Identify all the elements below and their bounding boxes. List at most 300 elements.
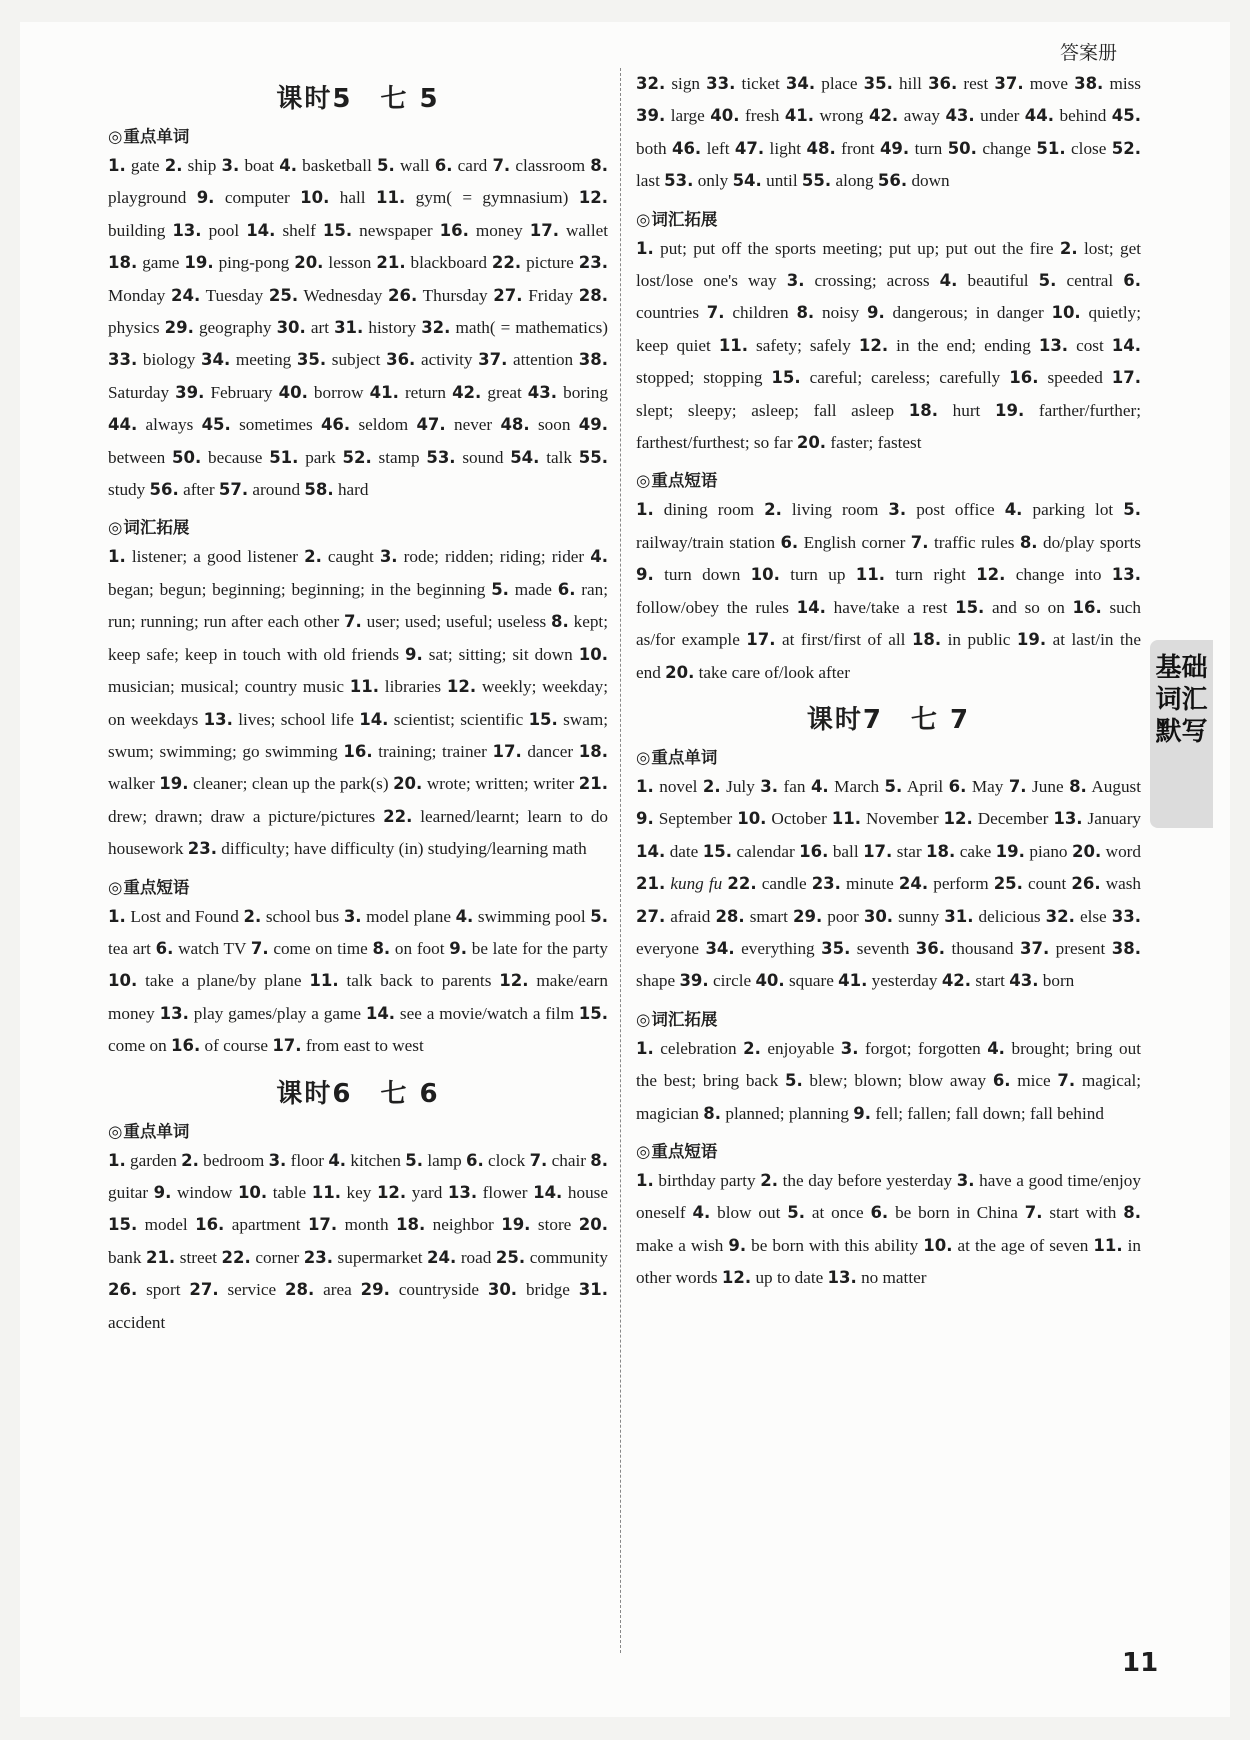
item-number: 58.	[304, 480, 334, 500]
item-number: 40.	[710, 106, 740, 126]
item-number: 33.	[706, 74, 736, 93]
page-number: 11	[1122, 1648, 1159, 1678]
item-number: 19.	[184, 253, 214, 273]
item-number: 6.	[1123, 271, 1142, 291]
section-heading	[636, 744, 1141, 768]
item-number: 32.	[636, 74, 666, 93]
item-number: 20.	[665, 662, 695, 682]
item-number: 52.	[1111, 138, 1142, 158]
item-number: 3.	[760, 776, 779, 796]
item-number: 11.	[831, 809, 862, 829]
answer-paragraph: 1. put; put off the sports meeting; put up; put out the fire 2. lost; get lost/lose one's way 3. crossing; across 4. beautiful 5. central 6. countries 7. children 8. noisy 9. dangerous; in danger 10. quietly; keep quiet 11. safety; safely 12. in the end; ending 13. cost 14. stopped; stopping 15. careful; careless; carefully 16. speeded 17. slept; sleepy; asleep; fall asleep 18. hurt 19. farther/further; farthest/furthest; so far 20. faster; fastest	[636, 238, 1142, 453]
item-number: 43.	[945, 106, 975, 126]
item-number: 12.	[943, 809, 973, 829]
item-number: 50.	[947, 138, 977, 158]
item-number: 5.	[377, 156, 395, 175]
item-number: 2.	[743, 1038, 761, 1058]
item-number: 17.	[307, 1215, 338, 1235]
item-number: 7.	[1008, 776, 1027, 796]
item-number: 10.	[578, 644, 608, 664]
item-number: 1.	[108, 906, 126, 926]
item-number: 15.	[108, 1215, 138, 1235]
item-number: 12.	[446, 677, 477, 697]
item-number: 13.	[159, 1003, 189, 1023]
item-number: 16.	[1072, 597, 1102, 617]
item-number: 30.	[276, 318, 306, 338]
item-number: 36.	[386, 350, 416, 370]
item-number: 54.	[510, 447, 540, 467]
item-number: 3.	[840, 1038, 859, 1058]
item-number: 1.	[636, 776, 654, 796]
item-number: 3.	[343, 906, 362, 926]
item-number: 9.	[449, 938, 467, 958]
column-divider	[620, 68, 621, 1653]
item-number: 40.	[755, 971, 785, 991]
bullseye-icon: ◎	[636, 209, 651, 229]
item-number: 18.	[396, 1215, 426, 1235]
item-number: 41.	[784, 106, 815, 126]
item-number: 7.	[910, 532, 929, 552]
item-number: 14.	[1111, 335, 1141, 355]
item-number: 16.	[1009, 368, 1039, 388]
item-number: 1.	[108, 1150, 126, 1170]
section-heading-text: 重点短语	[651, 471, 718, 491]
item-number: 25.	[993, 874, 1023, 894]
section-heading	[636, 1138, 1141, 1162]
item-number: 11.	[1093, 1235, 1123, 1255]
answer-paragraph: 1. novel 2. July 3. fan 4. March 5. April 6. May 7. June 8. August 9. September 10. October 11. November 12. December 13. January 14. date 15. calendar 16. ball 17. star 18. cake 19. piano 20. word 21. kung fu 22. candle 23. minute 24. perform 25. count 26. wash 27. afraid 28. smart 29. poor 30. sunny 31. delicious 32. else 33. everyone 34. everything 35. seventh 36. thousand 37. present 38. shape 39. circle 40. square 41. yesterday 42. start 43. born	[636, 776, 1142, 991]
item-number: 11.	[309, 971, 339, 991]
item-number: 21.	[145, 1247, 176, 1267]
item-number: 26.	[388, 285, 418, 305]
item-number: 2.	[1059, 238, 1078, 258]
section-heading-text: 重点单词	[651, 747, 718, 767]
item-number: 17.	[492, 741, 522, 761]
item-number: 7.	[1024, 1203, 1043, 1223]
item-number: 15.	[578, 1003, 609, 1023]
bullseye-icon: ◎	[636, 747, 651, 767]
item-number: 4.	[692, 1203, 711, 1223]
item-number: 4.	[590, 547, 608, 567]
item-number: 13.	[172, 220, 202, 240]
item-number: 2.	[243, 906, 262, 926]
item-number: 19.	[159, 774, 189, 794]
right-column	[636, 68, 1141, 1295]
item-number: 27.	[493, 285, 523, 305]
item-number: 55.	[578, 447, 608, 467]
item-number: 5.	[491, 579, 509, 599]
item-number: 1.	[636, 500, 654, 520]
item-number: 12.	[376, 1182, 407, 1202]
item-number: 11.	[855, 565, 885, 585]
item-number: 41.	[369, 382, 399, 402]
item-number: 21.	[376, 253, 406, 273]
item-number: 11.	[349, 677, 380, 697]
item-number: 9.	[405, 644, 423, 664]
side-tab	[1150, 640, 1213, 828]
page-header: 答案册	[1060, 42, 1118, 64]
item-number: 20.	[1071, 841, 1102, 861]
item-number: 6.	[557, 579, 576, 599]
item-number: 24.	[898, 874, 929, 894]
bullseye-icon: ◎	[108, 518, 123, 538]
item-number: 40.	[278, 382, 308, 402]
item-number: 38.	[1111, 938, 1141, 958]
item-number: 20.	[578, 1215, 608, 1235]
item-number: 7.	[344, 612, 362, 632]
item-number: 26.	[1071, 874, 1101, 894]
item-number: 34.	[201, 350, 231, 370]
item-number: 2.	[760, 1170, 778, 1190]
item-number: 33.	[108, 350, 138, 370]
italic-term: kung fu	[670, 874, 723, 894]
item-number: 37.	[1019, 938, 1050, 958]
item-number: 15.	[955, 597, 985, 617]
item-number: 1.	[636, 238, 654, 258]
item-number: 16.	[171, 1036, 201, 1056]
item-number: 36.	[928, 74, 958, 93]
section-heading	[108, 1118, 608, 1142]
item-number: 45.	[201, 415, 231, 435]
item-number: 9.	[867, 303, 885, 323]
item-number: 16.	[343, 741, 373, 761]
item-number: 34.	[785, 74, 816, 93]
item-number: 4.	[328, 1150, 347, 1170]
side-tab-text: 默写	[1155, 717, 1208, 747]
item-number: 8.	[703, 1103, 722, 1123]
side-tab-text: 词汇	[1155, 685, 1208, 715]
answer-paragraph: 1. Lost and Found 2. school bus 3. model plane 4. swimming pool 5. tea art 6. watch TV 7. come on time 8. on foot 9. be late for the party 10. take a plane/by plane 11. talk back to parents 12. make/earn money 13. play games/play a game 14. see a movie/watch a film 15. come on 16. of course 17. from east to west	[108, 906, 609, 1056]
item-number: 38.	[1074, 74, 1104, 93]
item-number: 32.	[421, 318, 451, 338]
item-number: 17.	[529, 220, 559, 240]
item-number: 16.	[195, 1215, 225, 1235]
item-number: 7.	[1057, 1071, 1076, 1091]
item-number: 4.	[810, 776, 829, 796]
item-number: 7.	[706, 303, 725, 323]
item-number: 55.	[801, 171, 832, 191]
item-number: 56.	[149, 480, 179, 500]
item-number: 22.	[491, 253, 522, 273]
item-number: 6.	[948, 776, 967, 796]
item-number: 3.	[268, 1150, 287, 1170]
item-number: 9.	[196, 188, 215, 208]
item-number: 31.	[578, 1280, 608, 1300]
item-number: 42.	[941, 971, 972, 991]
item-number: 17.	[863, 841, 893, 861]
item-number: 49.	[578, 415, 608, 435]
answer-paragraph: 32. sign 33. ticket 34. place 35. hill 36. rest 37. move 38. miss 39. large 40. fresh 41. wrong 42. away 43. under 44. behind 45. both 46. left 47. light 48. front 49. turn 50. change 51. close 52. last 53. only 54. until 55. along 56. down	[636, 74, 1142, 191]
item-number: 10.	[923, 1235, 953, 1255]
item-number: 30.	[487, 1280, 518, 1300]
item-number: 37.	[994, 74, 1024, 93]
item-number: 11.	[718, 335, 749, 355]
answer-paragraph: 1. dining room 2. living room 3. post office 4. parking lot 5. railway/train station 6. English corner 7. traffic rules 8. do/play sports 9. turn down 10. turn up 11. turn right 12. change into 13. follow/obey the rules 14. have/take a rest 15. and so on 16. such as/for example 17. at first/first of all 18. in public 19. at last/in the end 20. take care of/look after	[636, 500, 1142, 682]
item-number: 8.	[1069, 776, 1087, 796]
item-number: 32.	[1045, 906, 1075, 926]
item-number: 35.	[821, 938, 851, 958]
item-number: 15.	[528, 709, 558, 729]
item-number: 8.	[551, 612, 569, 632]
item-number: 30.	[863, 906, 894, 926]
item-number: 18.	[926, 841, 956, 861]
item-number: 12.	[721, 1268, 752, 1288]
item-number: 14.	[636, 841, 666, 861]
item-number: 25.	[495, 1247, 526, 1267]
item-number: 53.	[426, 447, 456, 467]
item-number: 20.	[393, 774, 423, 794]
item-number: 9.	[636, 565, 654, 585]
item-number: 19.	[994, 400, 1025, 420]
lesson-title: 课时6 七 6	[276, 1078, 440, 1109]
item-number: 28.	[285, 1280, 315, 1300]
item-number: 46.	[320, 415, 351, 435]
item-number: 6.	[992, 1071, 1011, 1091]
item-number: 1.	[108, 156, 126, 175]
item-number: 52.	[342, 447, 372, 467]
item-number: 8.	[590, 1150, 609, 1170]
item-number: 28.	[578, 285, 608, 305]
answer-paragraph: 1. birthday party 2. the day before yesterday 3. have a good time/enjoy oneself 4. blow out 5. at once 6. be born in China 7. start with 8. make a wish 9. be born with this ability 10. at the age of seven 11. in other words 12. up to date 13. no matter	[636, 1170, 1142, 1288]
bullseye-icon: ◎	[636, 1009, 651, 1029]
side-tab-text: 基础	[1155, 653, 1208, 683]
item-number: 19.	[1016, 630, 1047, 650]
item-number: 12.	[976, 565, 1006, 585]
item-number: 9.	[153, 1182, 172, 1202]
item-number: 29.	[360, 1280, 390, 1300]
item-number: 14.	[796, 597, 826, 617]
section-heading	[636, 1006, 1141, 1030]
section-heading-text: 词汇拓展	[651, 1009, 718, 1029]
answer-paragraph: 1. gate 2. ship 3. boat 4. basketball 5. wall 6. card 7. classroom 8. playground 9. computer 10. hall 11. gym( = gymnasium) 12. building 13. pool 14. shelf 15. newspaper 16. money 17. wallet 18. game 19. ping-pong 20. lesson 21. blackboard 22. picture 23. Monday 24. Tuesday 25. Wednesday 26. Thursday 27. Friday 28. physics 29. geography 30. art 31. history 32. math( = mathematics) 33. biology 34. meeting 35. subject 36. activity 37. attention 38. Saturday 39. February 40. borrow 41. return 42. great 43. boring 44. always 45. sometimes 46. seldom 47. never 48. soon 49. between 50. because 51. park 52. stamp 53. sound 54. talk 55. study 56. after 57. around 58. hard	[108, 156, 609, 500]
item-number: 24.	[427, 1247, 457, 1267]
item-number: 22.	[383, 806, 413, 826]
item-number: 8.	[590, 156, 609, 175]
item-number: 13.	[1038, 335, 1069, 355]
item-number: 50.	[172, 447, 202, 467]
item-number: 27.	[189, 1280, 219, 1300]
item-number: 6.	[780, 532, 799, 552]
item-number: 44.	[1024, 106, 1055, 126]
item-number: 57.	[218, 480, 249, 500]
item-number: 11.	[376, 188, 406, 208]
lesson-title: 课时7 七 7	[806, 704, 971, 735]
item-number: 16.	[799, 841, 829, 861]
item-number: 39.	[175, 382, 205, 402]
answer-paragraph: 1. listener; a good listener 2. caught 3. rode; ridden; riding; rider 4. began; begun; beginning; beginning; in the beginning 5. made 6. ran; run; running; run after each other 7. user; used; useful; useless 8. kept; keep safe; keep in touch with old friends 9. sat; sitting; sit down 10. musician; musical; country music 11. libraries 12. weekly; weekday; on weekdays 13. lives; school life 14. scientist; scientific 15. swam; swum; swimming; go swimming 16. training; trainer 17. dancer 18. walker 19. cleaner; clean up the park(s) 20. wrote; written; writer 21. drew; drawn; draw a picture/pictures 22. learned/learnt; learn to do housework 23. difficulty; have difficulty (in) studying/learning math	[108, 547, 609, 859]
item-number: 53.	[664, 171, 694, 191]
item-number: 14.	[365, 1003, 396, 1023]
item-number: 9.	[853, 1103, 872, 1123]
item-number: 10.	[108, 971, 138, 991]
item-number: 2.	[764, 500, 782, 520]
item-number: 17.	[272, 1036, 302, 1056]
item-number: 42.	[868, 106, 899, 126]
section-heading-text: 重点短语	[651, 1141, 718, 1161]
item-number: 29.	[164, 318, 194, 338]
item-number: 15.	[702, 841, 733, 861]
item-number: 31.	[944, 906, 974, 926]
item-number: 21.	[636, 874, 666, 894]
bullseye-icon: ◎	[636, 471, 651, 491]
item-number: 9.	[636, 809, 654, 829]
item-number: 23.	[187, 839, 217, 859]
item-number: 4.	[279, 156, 297, 175]
lesson-title: 课时5 七 5	[276, 84, 440, 114]
item-number: 20.	[796, 433, 827, 453]
item-number: 26.	[108, 1280, 138, 1300]
item-number: 14.	[533, 1182, 563, 1202]
item-number: 47.	[416, 415, 446, 435]
item-number: 35.	[296, 350, 327, 370]
item-number: 49.	[879, 138, 910, 158]
item-number: 43.	[1009, 971, 1039, 991]
item-number: 2.	[181, 1150, 199, 1170]
bullseye-icon: ◎	[108, 127, 123, 146]
item-number: 22.	[727, 874, 757, 894]
item-number: 4.	[939, 271, 958, 291]
item-number: 12.	[578, 188, 608, 208]
item-number: 8.	[796, 303, 815, 323]
item-number: 6.	[434, 156, 453, 175]
item-number: 46.	[671, 138, 702, 158]
item-number: 13.	[447, 1182, 478, 1202]
item-number: 20.	[294, 253, 324, 273]
item-number: 8.	[372, 938, 391, 958]
item-number: 8.	[1123, 1203, 1142, 1223]
item-number: 23.	[811, 874, 841, 894]
item-number: 19.	[995, 841, 1025, 861]
item-number: 4.	[1004, 500, 1023, 520]
item-number: 18.	[911, 630, 942, 650]
item-number: 5.	[1038, 271, 1057, 291]
item-number: 45.	[1111, 106, 1142, 126]
item-number: 14.	[359, 709, 389, 729]
item-number: 36.	[915, 938, 945, 958]
item-number: 6.	[465, 1150, 484, 1170]
item-number: 23.	[578, 253, 609, 273]
item-number: 23.	[303, 1247, 333, 1267]
item-number: 10.	[750, 565, 780, 585]
item-number: 34.	[705, 938, 735, 958]
section-heading	[108, 123, 608, 147]
item-number: 35.	[863, 74, 893, 93]
item-number: 24.	[170, 285, 201, 305]
item-number: 17.	[746, 630, 776, 650]
section-heading-text: 词汇拓展	[651, 209, 718, 229]
section-heading	[636, 467, 1141, 491]
item-number: 5.	[405, 1150, 424, 1170]
item-number: 41.	[838, 971, 868, 991]
item-number: 3.	[786, 271, 805, 291]
item-number: 14.	[246, 220, 276, 240]
item-number: 37.	[478, 350, 508, 370]
section-heading	[108, 514, 608, 538]
item-number: 1.	[636, 1038, 654, 1058]
answer-paragraph: 1. celebration 2. enjoyable 3. forgot; forgotten 4. brought; bring out the best; bring back 5. blew; blown; blow away 6. mice 7. magical; magician 8. planned; planning 9. fell; fallen; fall down; fall behind	[636, 1038, 1141, 1123]
item-number: 5.	[1123, 500, 1141, 520]
section-heading-text: 重点短语	[123, 877, 190, 897]
item-number: 39.	[679, 971, 709, 991]
item-number: 43.	[527, 382, 558, 402]
item-number: 3.	[956, 1170, 975, 1190]
item-number: 25.	[268, 285, 299, 305]
item-number: 38.	[578, 350, 609, 370]
bullseye-icon: ◎	[108, 1121, 123, 1141]
item-number: 1.	[636, 1170, 654, 1190]
item-number: 3.	[221, 156, 240, 175]
item-number: 29.	[792, 906, 823, 926]
item-number: 13.	[203, 709, 233, 729]
item-number: 2.	[164, 156, 183, 175]
item-number: 21.	[578, 774, 608, 794]
item-number: 6.	[870, 1203, 889, 1223]
item-number: 33.	[1111, 906, 1141, 926]
item-number: 54.	[732, 171, 762, 191]
item-number: 7.	[250, 938, 269, 958]
item-number: 5.	[784, 1071, 803, 1091]
bullseye-icon: ◎	[108, 877, 123, 897]
item-number: 15.	[771, 368, 801, 388]
item-number: 12.	[499, 971, 529, 991]
item-number: 27.	[636, 906, 666, 926]
item-number: 7.	[492, 156, 511, 175]
item-number: 42.	[452, 382, 482, 402]
item-number: 5.	[590, 906, 609, 926]
item-number: 3.	[888, 500, 907, 520]
item-number: 7.	[529, 1150, 548, 1170]
item-number: 1.	[108, 547, 126, 567]
item-number: 39.	[636, 106, 666, 126]
item-number: 31.	[334, 318, 364, 338]
item-number: 19.	[501, 1215, 531, 1235]
item-number: 15.	[322, 220, 353, 240]
item-number: 47.	[734, 138, 765, 158]
item-number: 9.	[728, 1235, 747, 1255]
item-number: 6.	[155, 938, 174, 958]
item-number: 16.	[439, 220, 469, 240]
item-number: 4.	[987, 1038, 1005, 1058]
item-number: 48.	[806, 138, 836, 158]
item-number: 10.	[237, 1182, 268, 1202]
item-number: 17.	[1111, 368, 1142, 388]
item-number: 8.	[1019, 532, 1038, 552]
item-number: 2.	[304, 547, 322, 567]
item-number: 5.	[787, 1203, 805, 1223]
section-heading-text: 重点单词	[123, 127, 190, 146]
item-number: 10.	[1051, 303, 1081, 323]
item-number: 28.	[715, 906, 745, 926]
item-number: 56.	[877, 171, 908, 191]
section-heading-text: 词汇拓展	[123, 518, 190, 538]
item-number: 13.	[827, 1268, 857, 1288]
item-number: 18.	[908, 400, 938, 420]
item-number: 18.	[108, 253, 138, 273]
item-number: 48.	[500, 415, 530, 435]
item-number: 10.	[737, 809, 767, 829]
item-number: 11.	[311, 1182, 341, 1202]
item-number: 5.	[884, 776, 903, 796]
bullseye-icon: ◎	[636, 1141, 651, 1161]
section-heading	[636, 206, 1141, 230]
item-number: 44.	[108, 415, 138, 435]
answer-paragraph: 1. garden 2. bedroom 3. floor 4. kitchen 5. lamp 6. clock 7. chair 8. guitar 9. window 10. table 11. key 12. yard 13. flower 14. house 15. model 16. apartment 17. month 18. neighbor 19. store 20. bank 21. street 22. corner 23. supermarket 24. road 25. community 26. sport 27. service 28. area 29. countryside 30. bridge 31. accident	[108, 1150, 609, 1332]
item-number: 51.	[269, 447, 299, 467]
item-number: 4.	[455, 906, 474, 926]
section-heading-text: 重点单词	[123, 1121, 190, 1141]
item-number: 13.	[1053, 809, 1083, 829]
item-number: 3.	[379, 547, 398, 567]
